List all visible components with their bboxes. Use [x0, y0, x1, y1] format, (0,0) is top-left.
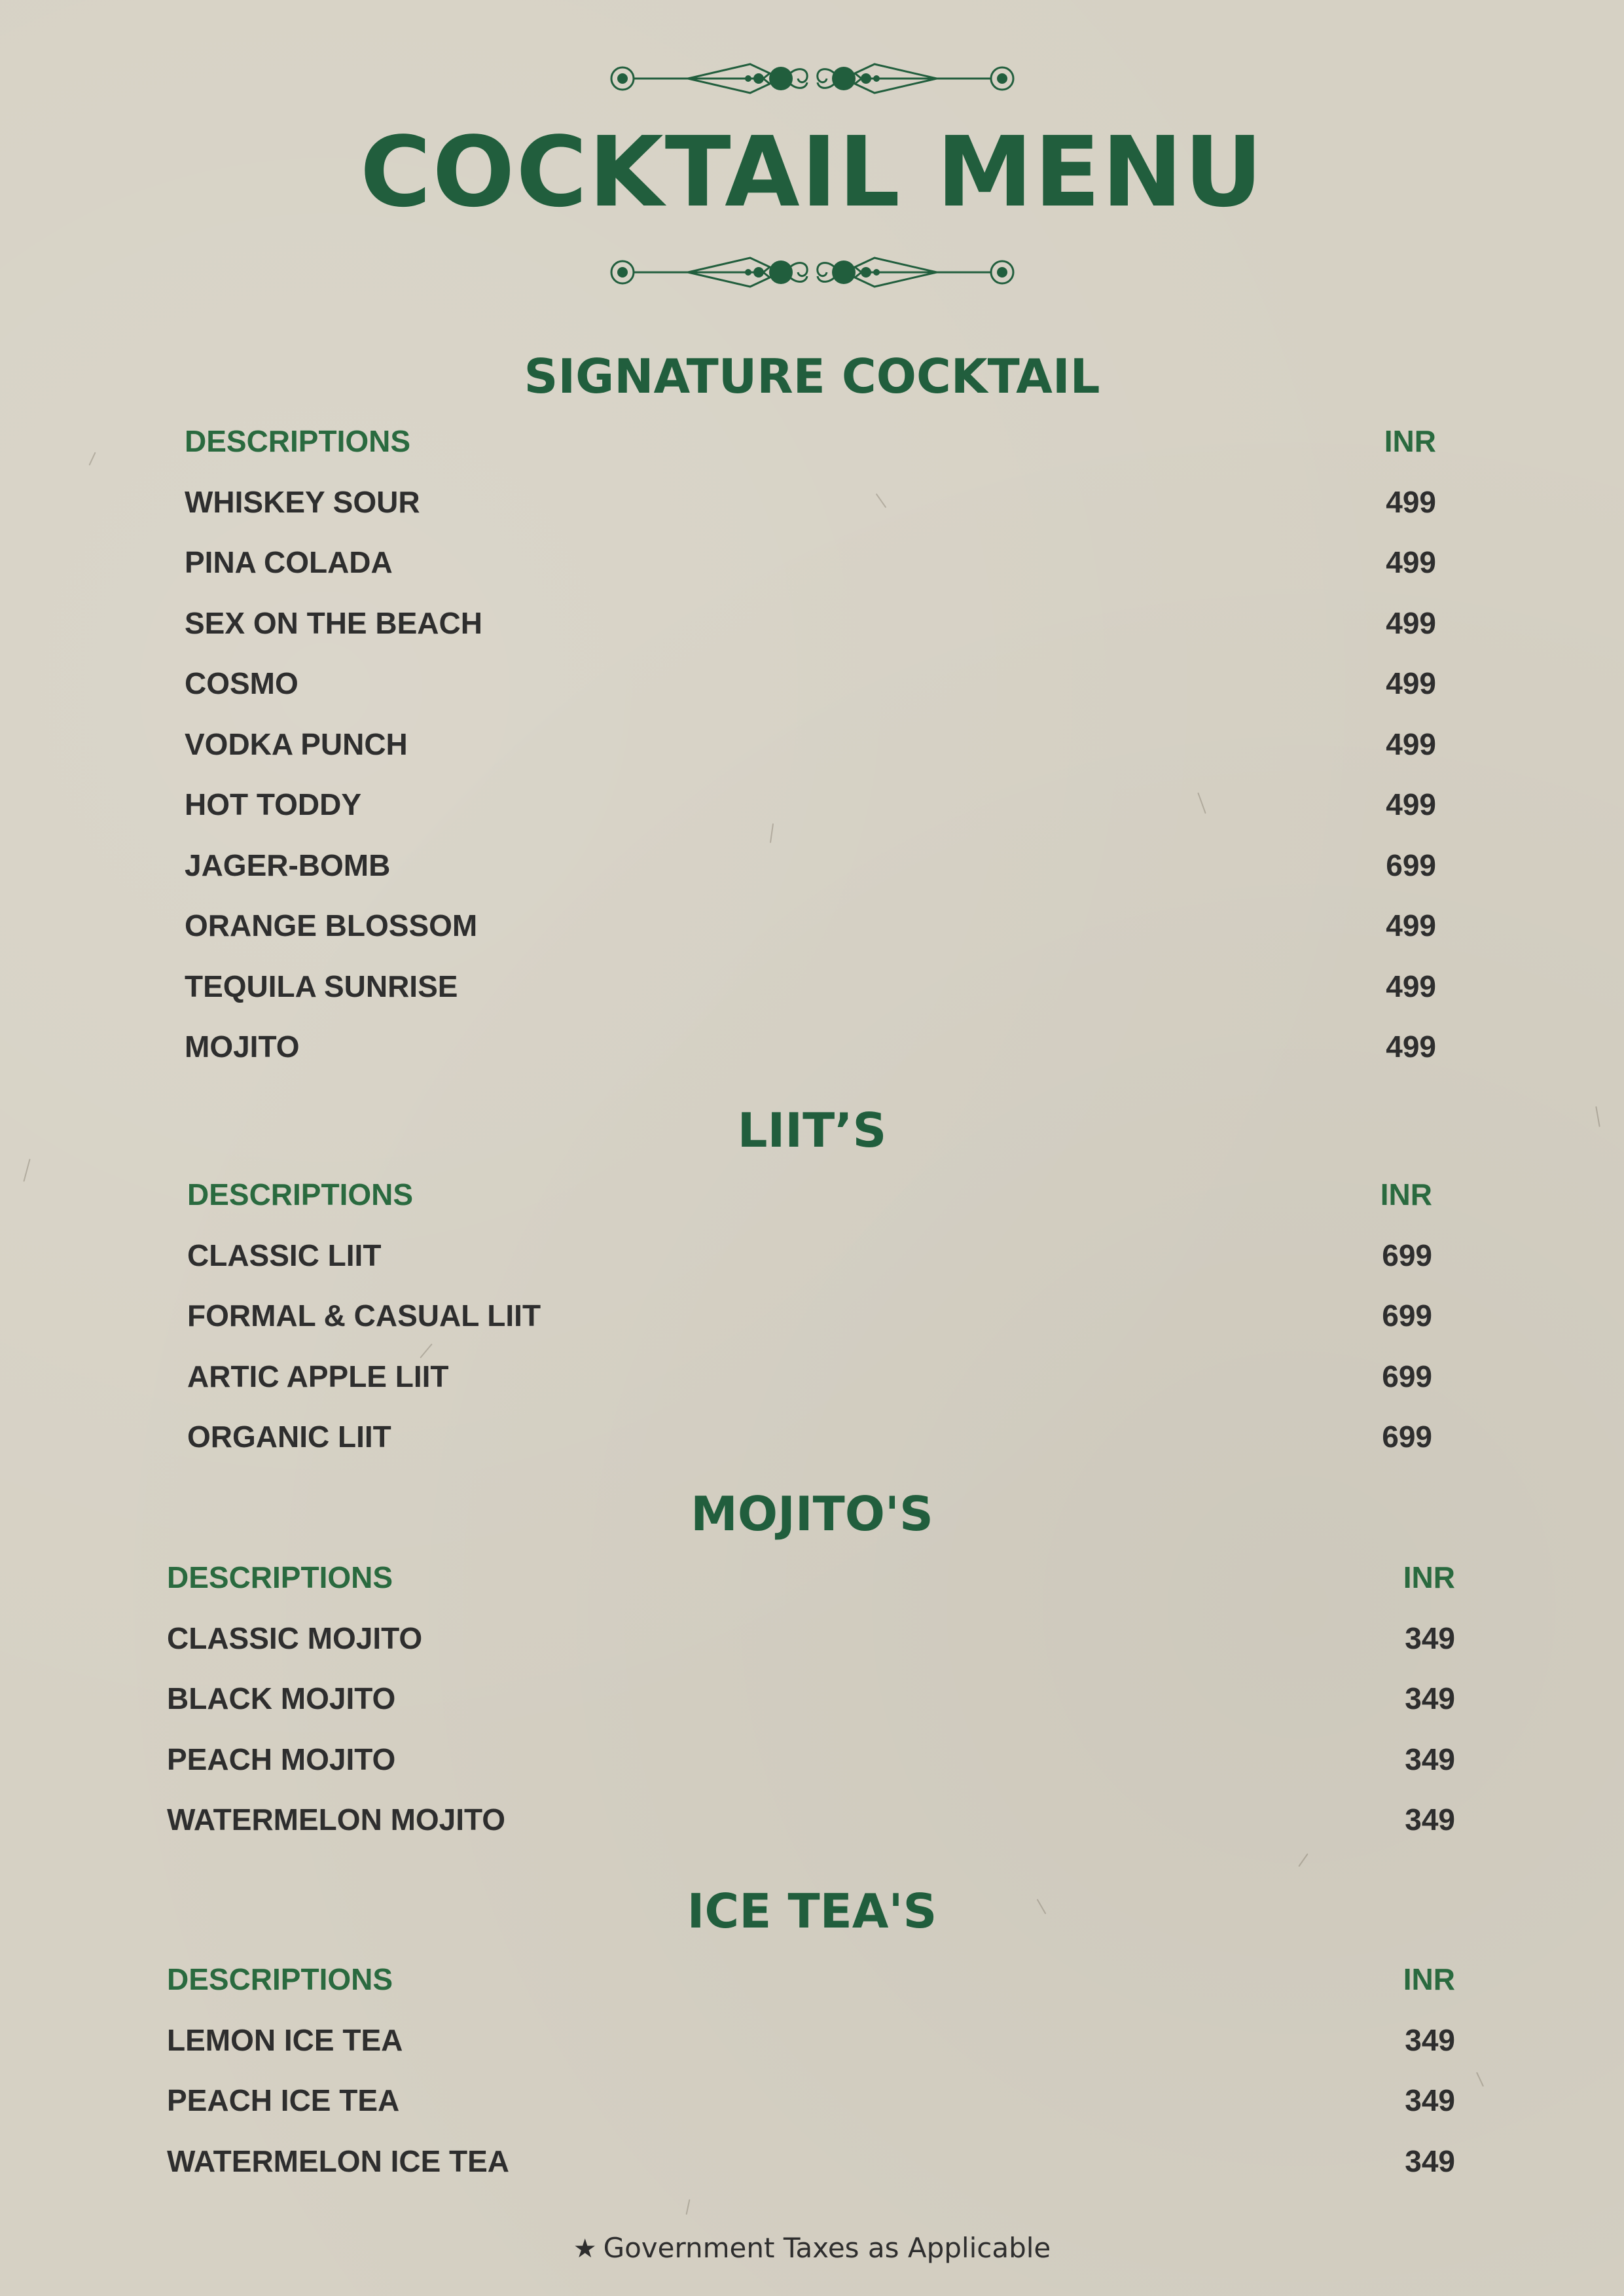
menu-section-signature-cocktail: [185, 411, 1436, 1077]
item-price: 699: [1382, 1420, 1432, 1454]
description-header: DESCRIPTIONS: [187, 1177, 414, 1212]
section-title-ice-teas: ICE TEA'S: [687, 1884, 937, 1939]
tax-note: [0, 2229, 1624, 2269]
menu-item: [187, 1407, 1432, 1467]
scroll-divider-icon: [609, 59, 1015, 98]
menu-section-ice-teas: [167, 1949, 1455, 2191]
column-header: [185, 411, 1436, 472]
item-price: 499: [1386, 666, 1436, 701]
section-title-signature-cocktail: SIGNATURE COCKTAIL: [524, 349, 1100, 404]
menu-item: [167, 2070, 1455, 2131]
item-price: 699: [1382, 1299, 1432, 1333]
item-price: 499: [1386, 605, 1436, 640]
bottom-ornament: [0, 253, 1624, 292]
column-header: [187, 1164, 1432, 1225]
item-price: 699: [1386, 848, 1436, 882]
item-price: 499: [1386, 484, 1436, 519]
paper-fiber: [1476, 2072, 1484, 2087]
paper-fiber: [1298, 1854, 1308, 1867]
item-price: 349: [1405, 2022, 1455, 2057]
column-header: [167, 1547, 1455, 1608]
item-name: SEX ON THE BEACH: [185, 605, 482, 640]
menu-item: [187, 1285, 1432, 1346]
price-header: INR: [1384, 424, 1436, 459]
item-name: ARTIC APPLE LIIT: [187, 1359, 449, 1393]
item-price: 349: [1405, 1803, 1455, 1837]
tax-note-text: Government Taxes as Applicable: [603, 2232, 1051, 2264]
item-name: VODKA PUNCH: [185, 726, 408, 761]
menu-item: [187, 1346, 1432, 1407]
menu-item: [185, 895, 1436, 956]
menu-item: [185, 835, 1436, 896]
item-price: 349: [1405, 2083, 1455, 2118]
item-name: ORGANIC LIIT: [187, 1420, 391, 1454]
item-price: 699: [1382, 1238, 1432, 1272]
item-name: LEMON ICE TEA: [167, 2022, 403, 2057]
price-header: INR: [1403, 1962, 1455, 1997]
description-header: DESCRIPTIONS: [185, 424, 411, 459]
item-price: 499: [1386, 545, 1436, 580]
description-header: DESCRIPTIONS: [167, 1560, 393, 1595]
menu-item: [167, 2131, 1455, 2192]
item-price: 349: [1405, 1621, 1455, 1655]
menu-item: [167, 1729, 1455, 1790]
menu-item: [167, 1668, 1455, 1729]
scroll-divider-icon: [609, 253, 1015, 292]
menu-section-liits: [187, 1164, 1432, 1467]
menu-item: [185, 472, 1436, 533]
item-name: PEACH ICE TEA: [167, 2083, 400, 2118]
item-price: 499: [1386, 726, 1436, 761]
description-header: DESCRIPTIONS: [167, 1962, 393, 1997]
item-price: 349: [1405, 1742, 1455, 1776]
item-name: FORMAL & CASUAL LIIT: [187, 1299, 541, 1333]
menu-section-mojitos: [167, 1547, 1455, 1850]
item-price: 499: [1386, 969, 1436, 1003]
item-price: 499: [1386, 1030, 1436, 1064]
item-name: BLACK MOJITO: [167, 1681, 396, 1716]
page-title: COCKTAIL MENU: [359, 116, 1265, 228]
menu-item: [167, 2010, 1455, 2071]
paper-fiber: [88, 452, 96, 466]
menu-item: [185, 593, 1436, 654]
item-price: 349: [1405, 1681, 1455, 1716]
menu-item: [185, 1016, 1436, 1077]
item-name: CLASSIC MOJITO: [167, 1621, 423, 1655]
item-price: 499: [1386, 787, 1436, 822]
menu-item: [185, 714, 1436, 775]
item-name: JAGER-BOMB: [185, 848, 391, 882]
section-title-mojitos: MOJITO'S: [691, 1486, 933, 1541]
menu-item: [167, 1608, 1455, 1669]
top-ornament: [0, 59, 1624, 98]
item-name: ORANGE BLOSSOM: [185, 908, 478, 943]
item-price: 349: [1405, 2144, 1455, 2178]
section-title-liits: LIIT’S: [737, 1103, 887, 1158]
paper-fiber: [23, 1158, 30, 1181]
price-header: INR: [1380, 1177, 1432, 1212]
star-icon: ★: [573, 2234, 597, 2264]
price-header: INR: [1403, 1560, 1455, 1595]
paper-fiber: [686, 2199, 691, 2215]
item-name: WATERMELON MOJITO: [167, 1803, 506, 1837]
column-header: [167, 1949, 1455, 2010]
item-name: TEQUILA SUNRISE: [185, 969, 458, 1003]
menu-item: [167, 1789, 1455, 1850]
menu-item: [185, 653, 1436, 714]
item-price: 499: [1386, 908, 1436, 943]
item-name: WATERMELON ICE TEA: [167, 2144, 510, 2178]
item-name: COSMO: [185, 666, 298, 701]
menu-item: [185, 532, 1436, 593]
menu-item: [187, 1225, 1432, 1286]
menu-item: [185, 774, 1436, 835]
item-name: PINA COLADA: [185, 545, 393, 580]
item-name: HOT TODDY: [185, 787, 362, 822]
item-name: MOJITO: [185, 1030, 300, 1064]
item-name: CLASSIC LIIT: [187, 1238, 382, 1272]
item-name: PEACH MOJITO: [167, 1742, 396, 1776]
item-price: 699: [1382, 1359, 1432, 1393]
item-name: WHISKEY SOUR: [185, 484, 420, 519]
menu-item: [185, 956, 1436, 1017]
